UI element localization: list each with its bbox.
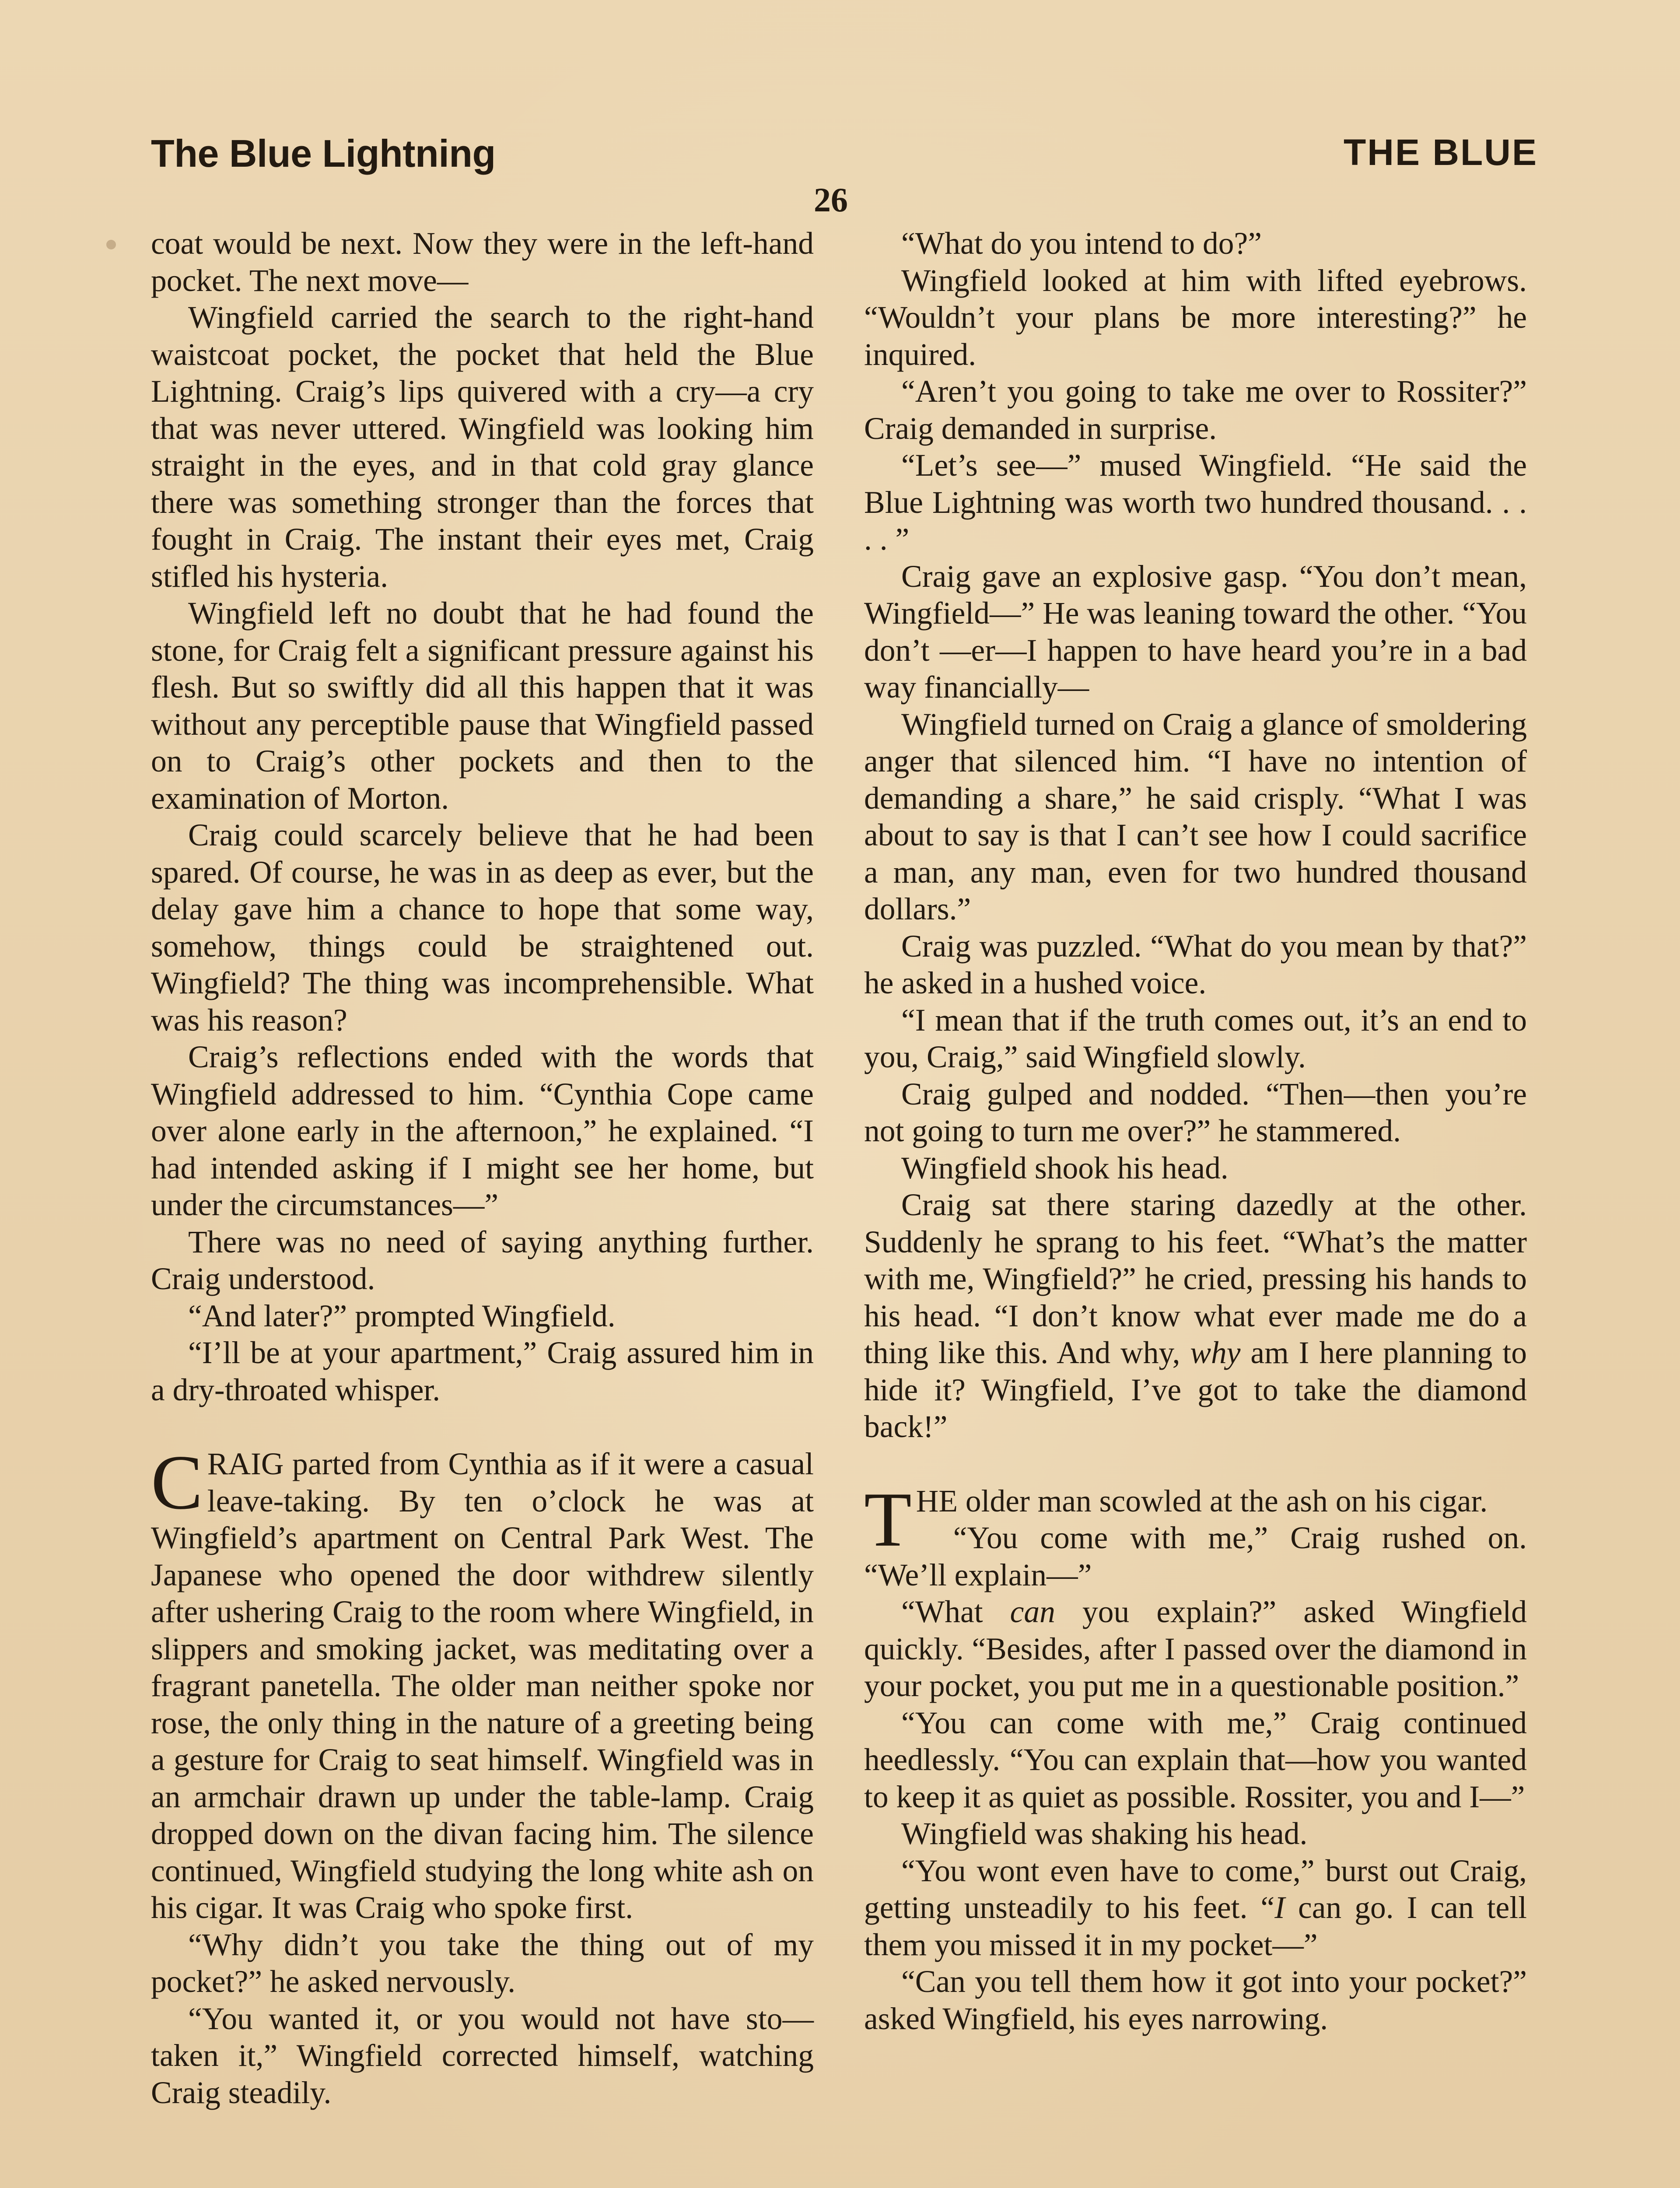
paragraph: “What can you explain?” asked Wingfield quickly. “Besides, after I passed over the diamond in your pocket, you put me in a questionable position.” [864, 1595, 1527, 1703]
right-text-column [864, 225, 1527, 2037]
paragraph: “Can you tell them how it got into your pocket?” asked Wingfield, his eyes narrowing. [864, 1964, 1527, 2036]
page-number: 26 [814, 181, 848, 219]
paragraph: “Let’s see—” mused Wingfield. “He said the Blue Lightning was worth two hundred thousand. . . . . ” [864, 448, 1527, 557]
drop-cap-letter: T [864, 1476, 912, 1563]
dropcap-paragraph [151, 1439, 814, 1927]
dropcap-paragraph-text: older man scowled at the ash on his cigar. [958, 1483, 1488, 1518]
paragraph: “Aren’t you going to take me over to Rossiter?” Craig demanded in surprise. [864, 374, 1527, 446]
paragraph: Craig sat there staring dazedly at the other. Suddenly he sprang to his feet. “What’s the matter with me, Wingfield?” he cried, pressing his hands to his head. “I don’t know what ever made me do a thing like this. And why, why am I here planning to hide it? Wingfield, I’ve got to take the diamond back!” [864, 1188, 1527, 1444]
paragraph: There was no need of saying anything further. Craig understood. [151, 1224, 814, 1296]
running-title-right: THE BLUE [1344, 132, 1538, 173]
section-break [151, 1409, 814, 1446]
paragraph: coat would be next. Now they were in the left-hand pocket. The next move— [151, 226, 814, 298]
paragraph: Craig was puzzled. “What do you mean by that?” he asked in a hushed voice. [864, 929, 1527, 1000]
dropcap-paragraph-text: parted from Cynthia as if it were a casual leave-taking. By ten o’clock he was at Wingfield’s apartment on Central Park West. The Japanese who opened the door withdrew silently after ushering Craig to the room where Wingfield, in slippers and smoking jacket, was meditating over a fragrant panetella. The older man neither spoke nor rose, the only thing in the nature of a greeting being a gesture for Craig to seat himself. Wingfield was in an armchair drawn up under the table-lamp. Craig dropped down on the divan facing him. The silence continued, Wingfield studying the long white ash on his cigar. It was Craig who spoke first. [151, 1447, 814, 1925]
paragraph: “You wont even have to come,” burst out Craig, getting unsteadily to his feet. “I can go. I can tell them you missed it in my pocket—” [864, 1853, 1527, 1962]
paragraph: Wingfield turned on Craig a glance of smoldering anger that silenced him. “I have no intention of demanding a share,” he said crisply. “What I was about to say is that I can’t see how I could sacrifice a man, any man, even for two hundred thousand dollars.” [864, 707, 1527, 926]
drop-cap-letter: C [151, 1439, 203, 1525]
paragraph: “I’ll be at your apartment,” Craig assured him in a dry-throated whisper. [151, 1336, 814, 1407]
paragraph: Craig gulped and nodded. “Then—then you’re not going to turn me over?” he stammered. [864, 1076, 1527, 1148]
paper-speck [106, 240, 116, 249]
left-text-column [151, 225, 814, 2111]
paragraph: Craig’s reflections ended with the words that Wingfield addressed to him. “Cynthia Cope came over alone early in the afternoon,” he explained. “I had intended asking if I might see her home, but under the circumstances—” [151, 1040, 814, 1222]
running-title-left: The Blue Lightning [151, 132, 496, 175]
paragraph: Craig gave an explosive gasp. “You don’t mean, Wingfield—” He was leaning toward the other. “You don’t —er—I happen to have heard you’re in a bad way financially— [864, 559, 1527, 705]
paragraph: Wingfield shook his head. [901, 1150, 1228, 1185]
paragraph: “Why didn’t you take the thing out of my pocket?” he asked nervously. [151, 1927, 814, 1999]
paragraph: “And later?” prompted Wingfield. [188, 1298, 616, 1333]
paragraph: Wingfield left no doubt that he had found the stone, for Craig felt a significant pressure against his flesh. But so swiftly did all this happen that it was without any perceptible pause that Wingfield passed on to Craig’s other pockets and then to the examination of Morton. [151, 596, 814, 816]
paragraph: “What do you intend to do?” [901, 226, 1262, 261]
paragraph: “You wanted it, or you would not have sto—taken it,” Wingfield corrected himself, watching Craig steadily. [151, 2001, 814, 2110]
paragraph: Wingfield was shaking his head. [901, 1816, 1308, 1851]
paragraph: Craig could scarcely believe that he had been spared. Of course, he was in as deep as ever, but the delay gave him a chance to hope that some way, somehow, things could be straightened out. Wingfield? The thing was incomprehensible. What was his reason? [151, 818, 814, 1038]
section-break [864, 1446, 1527, 1483]
paragraph: Wingfield carried the search to the right-hand waistcoat pocket, the pocket that held the Blue Lightning. Craig’s lips quivered with a cry—a cry that was never uttered. Wingfield was looking him straight in the eyes, and in that cold gray glance there was something stronger than the forces that fought in Craig. The instant their eyes met, Craig stifled his hysteria. [151, 300, 814, 594]
paragraph: “You come with me,” Craig rushed on. “We’ll explain—” [864, 1521, 1527, 1592]
paragraph: Wingfield looked at him with lifted eyebrows. “Wouldn’t your plans be more interesting?” he inquired. [864, 263, 1527, 372]
small-caps-lead: HE [916, 1483, 958, 1518]
paragraph: “You can come with me,” Craig continued heedlessly. “You can explain that—how you wanted to keep it as quiet as possible. Rossiter, you and I—” [864, 1705, 1527, 1814]
paragraph: “I mean that if the truth comes out, it’s an end to you, Craig,” said Wingfield slowly. [864, 1003, 1527, 1074]
small-caps-lead: RAIG [207, 1447, 284, 1481]
